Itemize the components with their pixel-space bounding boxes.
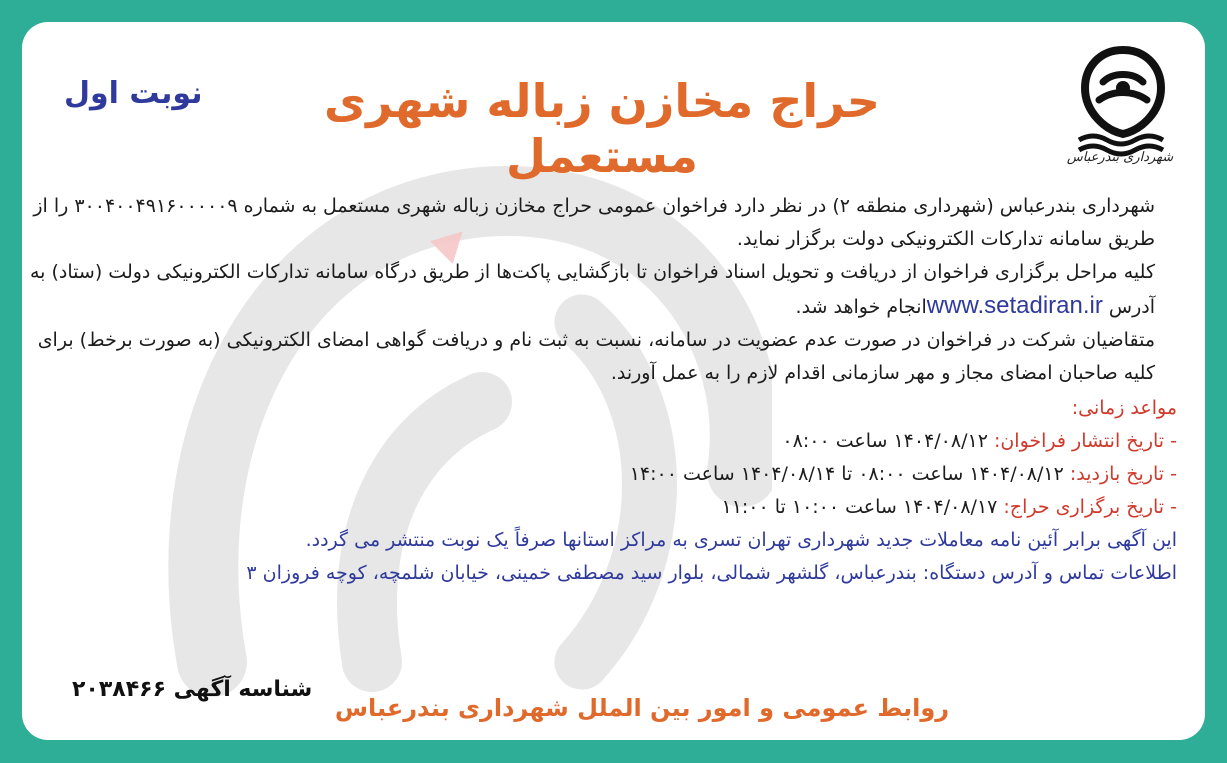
round-label: نوبت اول <box>64 76 203 111</box>
schedule-value: ۱۴۰۴/۰۸/۱۷ ساعت ۱۰:۰۰ تا ۱۱:۰۰ <box>721 496 998 518</box>
ad-panel <box>22 22 1205 740</box>
schedule-label: - تاریخ بازدید: <box>1069 463 1177 485</box>
schedule-value: ۱۴۰۴/۰۸/۱۲ ساعت ۰۸:۰۰ تا ۱۴۰۴/۰۸/۱۴ ساعت ۱۴:۰۰ <box>629 463 1064 485</box>
schedule-item <box>27 425 1177 458</box>
schedule-value: ۱۴۰۴/۰۸/۱۲ ساعت ۰۸:۰۰ <box>782 430 988 452</box>
schedule-heading: مواعد زمانی: <box>1071 397 1177 419</box>
footer-org: روابط عمومی و امور بین الملل شهرداری بندرعباس <box>334 694 950 722</box>
ad-title: حراج مخازن زباله شهری مستعمل <box>324 74 880 184</box>
schedule <box>27 392 1177 524</box>
ad-identifier: شناسه آگهی ۲۰۳۸۴۶۶ <box>72 677 313 702</box>
logo-caption: شهرداری بندرعباس <box>1066 150 1174 165</box>
schedule-label: - تاریخ برگزاری حراج: <box>1003 496 1177 518</box>
schedule-item <box>27 458 1177 491</box>
paragraph-process-text: کلیه مراحل برگزاری فراخوان از دریافت و تحویل اسناد فراخوان تا بازگشایی پاکت‌ها از طریق درگاه سامانه تدارکات الکترونیکی دولت (ستاد) به آدرس <box>30 261 1155 318</box>
contact-info: اطلاعات تماس و آدرس دستگاه: بندرعباس، گلشهر شمالی، بلوار سید مصطفی خمینی، خیابان شلمچه، کوچه فروزان ۳ <box>246 562 1177 584</box>
publish-note: این آگهی برابر آئین نامه معاملات جدید شهرداری تهران تسری به مراکز استانها صرفاً یک نوبت منتشر می گردد. <box>305 529 1177 551</box>
setad-link[interactable]: www.setadiran.ir <box>926 292 1103 319</box>
paragraph-intro: شهرداری بندرعباس (شهرداری منطقه ۲) در نظر دارد فراخوان عمومی حراج مخازن زباله شهری مستعمل به شماره ۳۰۰۴۰۰۴۹۱۶۰۰۰۰۰۹ را از طریق سامانه تدارکات الکترونیکی دولت برگزار نماید. <box>33 195 1155 250</box>
paragraph-requirements: متقاضیان شرکت در فراخوان در صورت عدم عضویت در سامانه، نسبت به ثبت نام و دریافت گواهی امضای الکترونیکی (به صورت برخط) برای کلیه صاحبان امضای مجاز و مهر سازمانی اقدام لازم را به عمل آورند. <box>37 329 1155 384</box>
schedule-item <box>27 491 1177 524</box>
paragraph-process <box>27 256 1177 324</box>
schedule-label: - تاریخ انتشار فراخوان: <box>993 430 1177 452</box>
ad-body <box>27 190 1177 590</box>
paragraph-process-end: انجام خواهد شد. <box>795 296 927 318</box>
